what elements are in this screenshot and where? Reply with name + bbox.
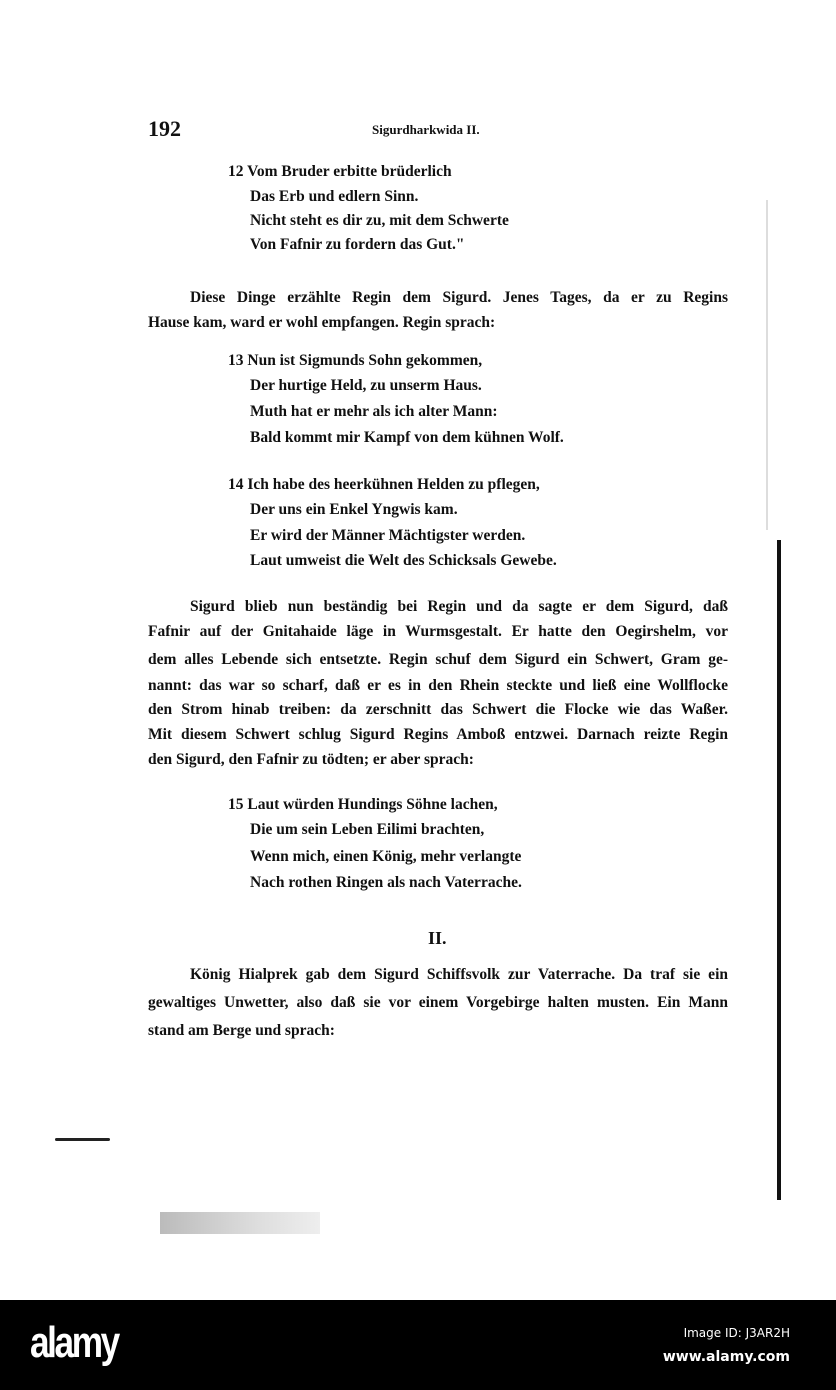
verse-line: Wenn mich, einen König, mehr verlangte xyxy=(250,848,522,865)
verse-line: 12 Vom Bruder erbitte brüderlich xyxy=(228,163,452,180)
watermark-footer xyxy=(0,1300,836,1390)
verse-line: Der hurtige Held, zu unserm Haus. xyxy=(250,377,482,394)
verse-line: 13 Nun ist Sigmunds Sohn gekommen, xyxy=(228,352,483,369)
prose-line: den Strom hinab treiben: da zerschnitt das Schwert die Flocke wie das Waßer. xyxy=(148,701,728,718)
page-number: 192 xyxy=(148,116,181,141)
prose-line: Diese Dinge erzählte Regin dem Sigurd. Jenes Tages, da er zu Regins xyxy=(190,289,728,306)
verse-line: Nicht steht es dir zu, mit dem Schwerte xyxy=(250,212,509,229)
prose-line: Hause kam, ward er wohl empfangen. Regin sprach: xyxy=(148,314,496,331)
verse-line: Das Erb und edlern Sinn. xyxy=(250,188,419,205)
prose-line: den Sigurd, den Fafnir zu tödten; er aber sprach: xyxy=(148,751,474,768)
verse-line: 15 Laut würden Hundings Söhne lachen, xyxy=(228,796,498,813)
alamy-logo: alamy xyxy=(30,1318,118,1367)
verse-line: Der uns ein Enkel Yngwis kam. xyxy=(250,501,458,518)
verse-line: Nach rothen Ringen als nach Vaterrache. xyxy=(250,874,522,891)
running-head: Sigurdharkwida II. xyxy=(372,122,480,137)
verse-line: Er wird der Männer Mächtigster werden. xyxy=(250,527,526,544)
verse-line: 14 Ich habe des heerkühnen Helden zu pflegen, xyxy=(228,476,540,493)
prose-line: König Hialprek gab dem Sigurd Schiffsvolk zur Vaterrache. Da traf sie ein xyxy=(190,966,728,983)
prose-line: Mit diesem Schwert schlug Sigurd Regins Amboß entzwei. Darnach reizte Regin xyxy=(148,726,728,743)
prose-line: dem alles Lebende sich entsetzte. Regin schuf dem Sigurd ein Schwert, Gram ge- xyxy=(148,651,728,668)
verse-line: Muth hat er mehr als ich alter Mann: xyxy=(250,403,498,420)
verse-line: Bald kommt mir Kampf von dem kühnen Wolf. xyxy=(250,429,564,446)
verse-line: Die um sein Leben Eilimi brachten, xyxy=(250,821,485,838)
prose-line: stand am Berge und sprach: xyxy=(148,1022,335,1039)
page-edge-line xyxy=(777,540,781,1200)
prose-line: Sigurd blieb nun beständig bei Regin und da sagte er dem Sigurd, daß xyxy=(190,598,728,615)
verse-line: Laut umweist die Welt des Schicksals Gewebe. xyxy=(250,552,557,569)
image-id: Image ID: J3AR2H xyxy=(683,1326,790,1340)
prose-line: nannt: das war so scharf, daß er es in den Rhein steckte und ließ eine Wollflocke xyxy=(148,677,728,694)
prose-line: Fafnir auf der Gnitahaide läge in Wurmsgestalt. Er hatte den Oegirshelm, vor xyxy=(148,623,728,640)
verse-line: Von Fafnir zu fordern das Gut." xyxy=(250,236,465,253)
scan-smudge xyxy=(160,1212,320,1234)
scan-mark xyxy=(55,1138,110,1141)
prose-line: gewaltiges Unwetter, also daß sie vor einem Vorgebirge halten musten. Ein Mann xyxy=(148,994,728,1011)
site-url: www.alamy.com xyxy=(662,1349,790,1365)
scan-shadow xyxy=(766,200,768,530)
section-heading: II. xyxy=(428,928,447,948)
